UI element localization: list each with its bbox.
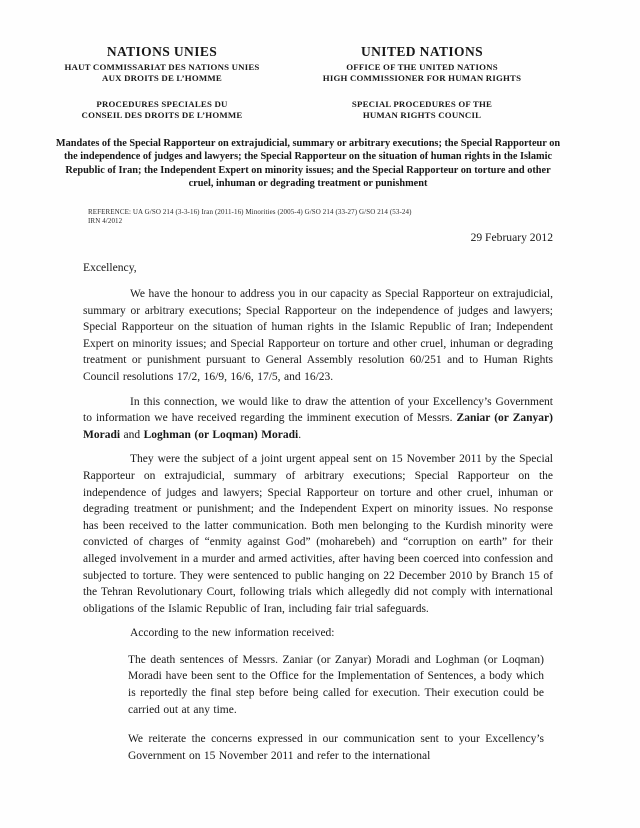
reference-case-number: IRN 4/2012: [88, 217, 123, 225]
name-loghman-moradi: Loghman (or Loqman) Moradi: [143, 428, 299, 441]
paragraph-imminent-execution-pre: In this connection, we would like to draw the attention of your Excellency’s Government to information we have received regarding the imminent execution of Messrs.: [83, 395, 553, 425]
paragraph-reiterate-concerns: We reiterate the concerns expressed in our communication sent to your Excellency’s Government on 15 November 2011 and refer to the international: [128, 733, 544, 762]
letterhead-english-title: UNITED NATIONS: [361, 44, 483, 59]
paragraph-death-sentences: The death sentences of Messrs. Zaniar (or Zanyar) Moradi and Loghman (or Loqman) Moradi have been sent to the Office for the Implementation of Sentences, a body which is reportedly the final step before being called for execution. Their execution could be carried out at any time.: [128, 653, 544, 716]
letterhead-english-line1: OFFICE OF THE UNITED NATIONS: [346, 62, 498, 72]
reference-line: REFERENCE: UA G/SO 214 (3-3-16) Iran (2011-16) Minorities (2005-4) G/SO 214 (33-27) G/SO 214 (53-24): [88, 208, 412, 216]
letterhead-french: [38, 44, 286, 120]
letterhead-english-line4: HUMAN RIGHTS COUNCIL: [362, 109, 482, 120]
paragraph-imminent-execution: [83, 394, 553, 444]
letterhead-english-line2: HIGH COMMISSIONER FOR HUMAN RIGHTS: [322, 72, 522, 83]
letterhead-french-title: NATIONS UNIES: [106, 44, 218, 59]
letter-body: [83, 286, 553, 777]
salutation: Excellency,: [83, 261, 137, 274]
letter-date: 29 February 2012: [470, 231, 553, 244]
paragraph-according: According to the new information received:: [130, 627, 335, 640]
paragraph-imminent-execution-post: .: [298, 428, 302, 441]
letterhead-spacer: [296, 83, 548, 99]
letterhead-french-line3: PROCEDURES SPECIALES DU: [96, 99, 228, 109]
letterhead-spacer: [38, 83, 286, 99]
mandates-paragraph: Mandates of the Special Rapporteur on extrajudicial, summary or arbitrary executions; the Special Rapporteur on the independence of judges and lawyers; the Special Rapporteur on the situation of human rights in the Islamic Republic of Iran; the Independent Expert on minority issues; and the Special Rapporteur on torture and other cruel, inhuman or degrading treatment or punishment: [55, 138, 561, 189]
paragraph-mandate-capacity: We have the honour to address you in our capacity as Special Rapporteur on extrajudicial, summary or arbitrary executions; Special Rapporteur on the independence of judges and lawyers; Special Rapporteur on the situation of human rights in the Islamic Republic of Iran; Independent Expert on minority issues; and Special Rapporteur on torture and other cruel, inhuman or degrading treatment or punishment pursuant to General Assembly resolution 60/251 and to Human Rights Council resolutions 17/2, 16/9, 16/6, 17/5, and 16/23.: [83, 288, 553, 383]
letterhead-french-line4: CONSEIL DES DROITS DE L’HOMME: [81, 109, 243, 120]
letterhead-french-line1: HAUT COMMISSARIAT DES NATIONS UNIES: [64, 62, 260, 72]
reference-block: [88, 208, 412, 226]
name-zaniar-moradi: Zaniar (or Zanyar) Moradi: [83, 412, 553, 441]
letterhead-english-line3: SPECIAL PROCEDURES OF THE: [351, 99, 493, 109]
paragraph-urgent-appeal: They were the subject of a joint urgent appeal sent on 15 November 2011 by the Special Rapporteur on extrajudicial, summary of arbitrary executions; Special Rapporteur on the independence of judges and lawyers; Special Rapporteur on torture and other cruel, inhuman or degrading treatment or punishment; and the Independent Expert on minority issues. No response has been received to the latter communication. Both men belonging to the Kurdish minority were convicted of charges of “enmity against God” (moharebeh) and “corruption on earth” for their alleged involvement in a murder and armed activities, after having been coerced into confession and subjected to torture. They were sentenced to public hanging on 22 December 2010 by Branch 15 of the Tehran Revolutionary Court, following trials which allegedly did not comply with international obligations of the Islamic Republic of Iran, including fair trial safeguards.: [83, 453, 553, 615]
paragraph-imminent-execution-mid: and: [120, 428, 144, 441]
letterhead-english: [296, 44, 548, 120]
letterhead-french-line2: AUX DROITS DE L’HOMME: [102, 72, 222, 83]
